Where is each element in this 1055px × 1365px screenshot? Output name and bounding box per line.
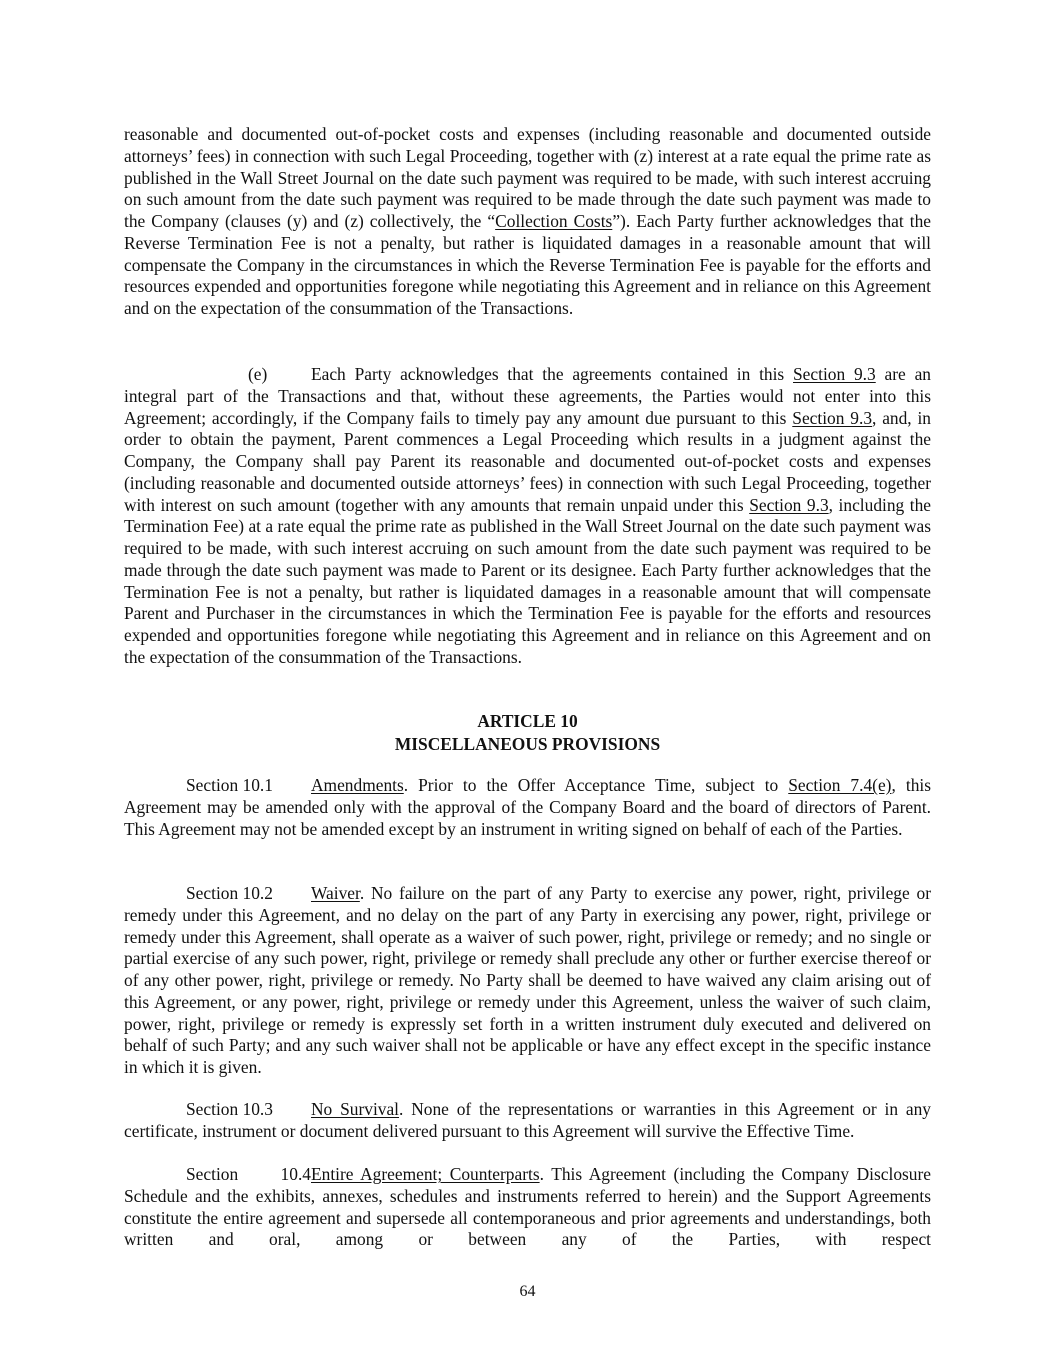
- text: are an integral part of the Transactions and that, without these agreements, the Parties would not enter into this Agreement; accordingly, if the Company fails to timely pay any amount due pursuant to this: [124, 364, 931, 428]
- section-label: Section 10.4: [186, 1164, 311, 1184]
- section-10-4: [124, 1164, 931, 1251]
- section-label: Section 10.2: [186, 883, 273, 903]
- text: Each Party acknowledges that the agreements contained in this: [311, 364, 794, 384]
- paragraph-collection-costs: [124, 124, 931, 320]
- section-heading: Entire Agreement; Counterparts: [311, 1164, 540, 1184]
- text: ”). Each Party further acknowledges that the Reverse Termination Fee is not a penalty, but rather is liquidated damages in a reasonable amount that will compensate the Company in the circumstances in which the Reverse Termination Fee is payable for the efforts and resources expended and opportunities foregone while negotiating this Agreement and in reliance on this Agreement and on the expectation of the consummation of the Transactions.: [124, 211, 931, 318]
- section-reference[interactable]: Section 9.3: [749, 494, 829, 515]
- section-reference[interactable]: Section 7.4(e): [788, 775, 892, 795]
- section-heading: Amendments: [311, 775, 404, 795]
- article-number: ARTICLE 10: [477, 711, 578, 731]
- section-10-3: [124, 1099, 931, 1143]
- section-heading: Waiver: [311, 883, 360, 903]
- section-10-1: [124, 775, 931, 840]
- text: . Prior to the Offer Acceptance Time, subject to: [403, 775, 789, 795]
- text: , including the Termination Fee) at a rate equal the prime rate as published in the Wall Street Journal on the date such payment was required to be made, with such interest accruing on such amount from the date such payment was required to be made through the date such payment was made to Parent or its designee. Each Party further acknowledges that the Termination Fee is not a penalty, but rather is liquidated damages in a reasonable amount that will compensate Parent and Purchaser in the circumstances in which the Termination Fee is payable for the efforts and resources expended and opportunities foregone while negotiating this Agreement and in reliance on this Agreement and on the expectation of the consummation of the Transactions.: [124, 494, 932, 667]
- section-10-2: [124, 883, 931, 1079]
- article-title: MISCELLANEOUS PROVISIONS: [394, 734, 661, 754]
- clause-label: (e): [248, 364, 268, 384]
- section-label: Section 10.1: [186, 775, 273, 795]
- section-reference[interactable]: Section 9.3: [792, 407, 873, 428]
- section-label: Section 10.3: [186, 1099, 273, 1119]
- text: , and, in order to obtain the payment, Parent commences a Legal Proceeding which results in a judgment against the Company, the Company shall pay Parent its reasonable and documented out-of-pocket costs and expenses (including reasonable and documented outside attorneys’ fees) in connection with such Legal Proceeding, together with interest on such amount (together with any amounts that remain unpaid under this: [124, 407, 932, 515]
- paragraph-9-3-e: [124, 364, 931, 669]
- section-heading: No Survival: [311, 1099, 400, 1119]
- text: , this Agreement may be amended only with the approval of the Company Board and the board of directors of Parent. This Agreement may not be amended except by an instrument in writing signed on behalf of each of the Parties.: [124, 775, 931, 839]
- text: . None of the representations or warranties in this Agreement or in any certificate, instrument or document delivered pursuant to this Agreement will survive the Effective Time.: [124, 1099, 931, 1141]
- text: . No failure on the part of any Party to exercise any power, right, privilege or remedy under this Agreement, and no delay on the part of any Party in exercising any power, right, privilege or remedy under this Agreement, shall operate as a waiver of such power, right, privilege or remedy; and no single or partial exercise of any such power, right, privilege or remedy shall preclude any other or further exercise thereof or of any other power, right, privilege or remedy. No Party shall be deemed to have waived any claim arising out of this Agreement, or any power, right, privilege or remedy under this Agreement, unless the waiver of such claim, power, right, privilege or remedy is expressly set forth in a written instrument duly executed and delivered on behalf of such Party; and any such waiver shall not be applicable or have any effect except in the specific instance in which it is given.: [124, 883, 931, 1077]
- page-number: 64: [519, 1283, 536, 1300]
- text: reasonable and documented out-of-pocket costs and expenses (including reasonable and documented outside attorneys’ fees) in connection with such Legal Proceeding, together with (z) interest at a rate equal the prime rate as published in the Wall Street Journal on the date such payment was required to be made, with such interest accruing on such amount from the date such payment was required to be made through the date such payment was made to the Company (clauses (y) and (z) collectively, the “: [124, 124, 931, 231]
- section-reference[interactable]: Section 9.3: [793, 364, 876, 384]
- defined-term-collection-costs: Collection Costs: [495, 211, 613, 231]
- text: . This Agreement (including the Company Disclosure Schedule and the exhibits, annexes, schedules and instruments referred to herein) and the Support Agreements constitute the entire agreement and supersede all contemporaneous and prior agreements and understandings, both written and oral, among or between any of the Parties, with respect: [124, 1164, 931, 1250]
